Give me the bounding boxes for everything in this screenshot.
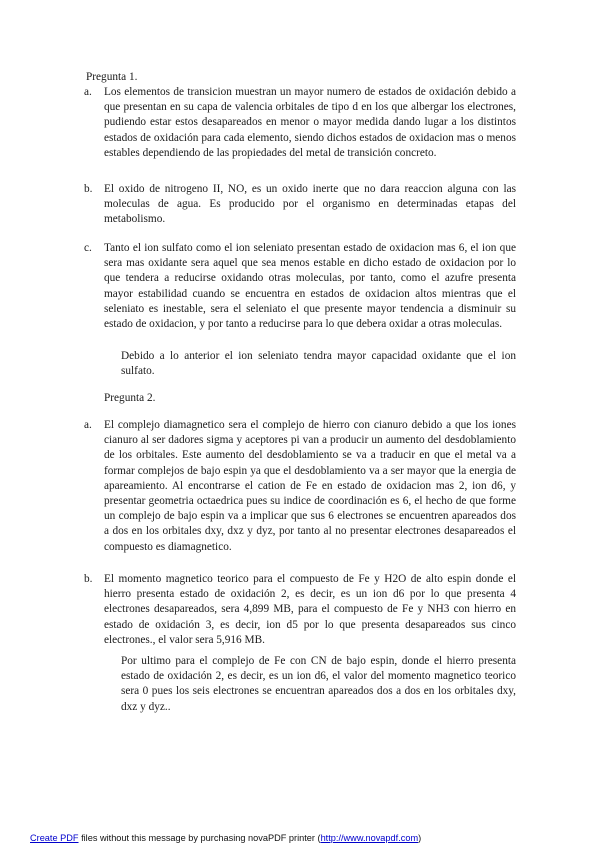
pregunta-1-item-b [84,182,516,228]
item-text: Los elementos de transicion muestran un mayor numero de estados de oxidación debido a que presentan en su capa de valencia orbitales de tipo d en los que albergar los electrones, pudiendo estar estos desapareados en menor o mayor medida dando lugar a los distintos estados de oxidación para cada elemento, siendo dichos estados de oxidacion mas o menos estables dependiendo de las propiedades del metal de transición concreto. [104,86,516,159]
pregunta-1-conclusion: Debido a lo anterior el ion seleniato tendra mayor capacidad oxidante que el ion sulfato. [121,350,516,378]
pregunta-2-item-a [84,418,516,555]
pregunta-2-item-b [84,572,516,648]
pregunta-2-conclusion: Por ultimo para el complejo de Fe con CN de bajo espin, donde el hierro presenta estado de oxidación 2, es decir, es un ion d6, el valor del momento magnetico teorico sera 0 pues los seis electrones se encuentran apareados dos a dos en los orbitales dxy, dxz y dyz.. [121,655,516,713]
item-text: El oxido de nitrogeno II, NO, es un oxido inerte que no dara reaccion alguna con las moleculas de agua. Es producido por el organismo en determinadas etapas del metabolismo. [104,183,516,226]
item-text: El momento magnetico teorico para el compuesto de Fe y H2O de alto espin donde el hierro presenta estado de oxidación 2, es decir, es un ion d6 por lo que presenta 4 electrones desapareados, sera 4,899 MB, para el compuesto de Fe y NH3 con hierro en estado de oxidación 3, es decir, ion d5 por lo que presenta desapareados sus cinco electrones., el valor sera 5,916 MB. [104,573,516,646]
footer-message: files without this message by purchasing novaPDF printer ( [78,833,321,843]
pregunta-1-item-a [84,85,516,161]
pregunta-1-heading: Pregunta 1. [86,71,138,83]
item-marker: b. [84,573,93,585]
pregunta-2-heading: Pregunta 2. [104,392,156,404]
item-marker: b. [84,183,93,195]
footer-close-paren: ) [418,833,422,843]
pregunta-1-item-c [84,241,516,332]
item-text: El complejo diamagnetico sera el complejo de hierro con cianuro debido a que los iones cianuro al ser dadores sigma y aceptores pi van a producir un aumento del desdoblamiento de los orbitales. Este aumento del desdoblamiento se va a traducir en que el metal va a formar complejos de bajo espin ya que el desdoblamiento va a ser mayor que la energia de apareamiento. Al encontrarse el cation de Fe en estado de oxidacion mas 2, ion d6, y presentar geometria octaedrica pues su indice de coordinación es 6, el hecho de que forme un complejo de bajo espin va a implicar que sus 6 electrones se encuentren apareados dos a dos en los orbitales dxy, dxz y dyz, por tanto al no presentar electrones desapareados el compuesto es diamagnetico. [104,419,516,553]
novapdf-url-link[interactable]: http://www.novapdf.com [320,833,419,843]
item-text: Tanto el ion sulfato como el ion seleniato presentan estado de oxidacion mas 6, el ion que sera mas oxidante sera aquel que sea menos estable en dicho estado de oxidacion por lo que tendera a reducirse oxidando otras moleculas, por tanto, como el azufre presenta mayor estabilidad cuando se encuentra en estados de oxidacion altos mientras que el seleniato es inestable, sera el seleniato el que presente mayor tendencia a disminuir su estado de oxidacion, y por tanto a reducirse para lo que debera oxidar a otras moleculas. [104,242,516,331]
item-marker: a. [84,419,92,431]
pdf-footer [30,833,590,844]
item-marker: a. [84,86,92,98]
create-pdf-link[interactable]: Create PDF [30,833,79,843]
item-marker: c. [84,242,92,254]
